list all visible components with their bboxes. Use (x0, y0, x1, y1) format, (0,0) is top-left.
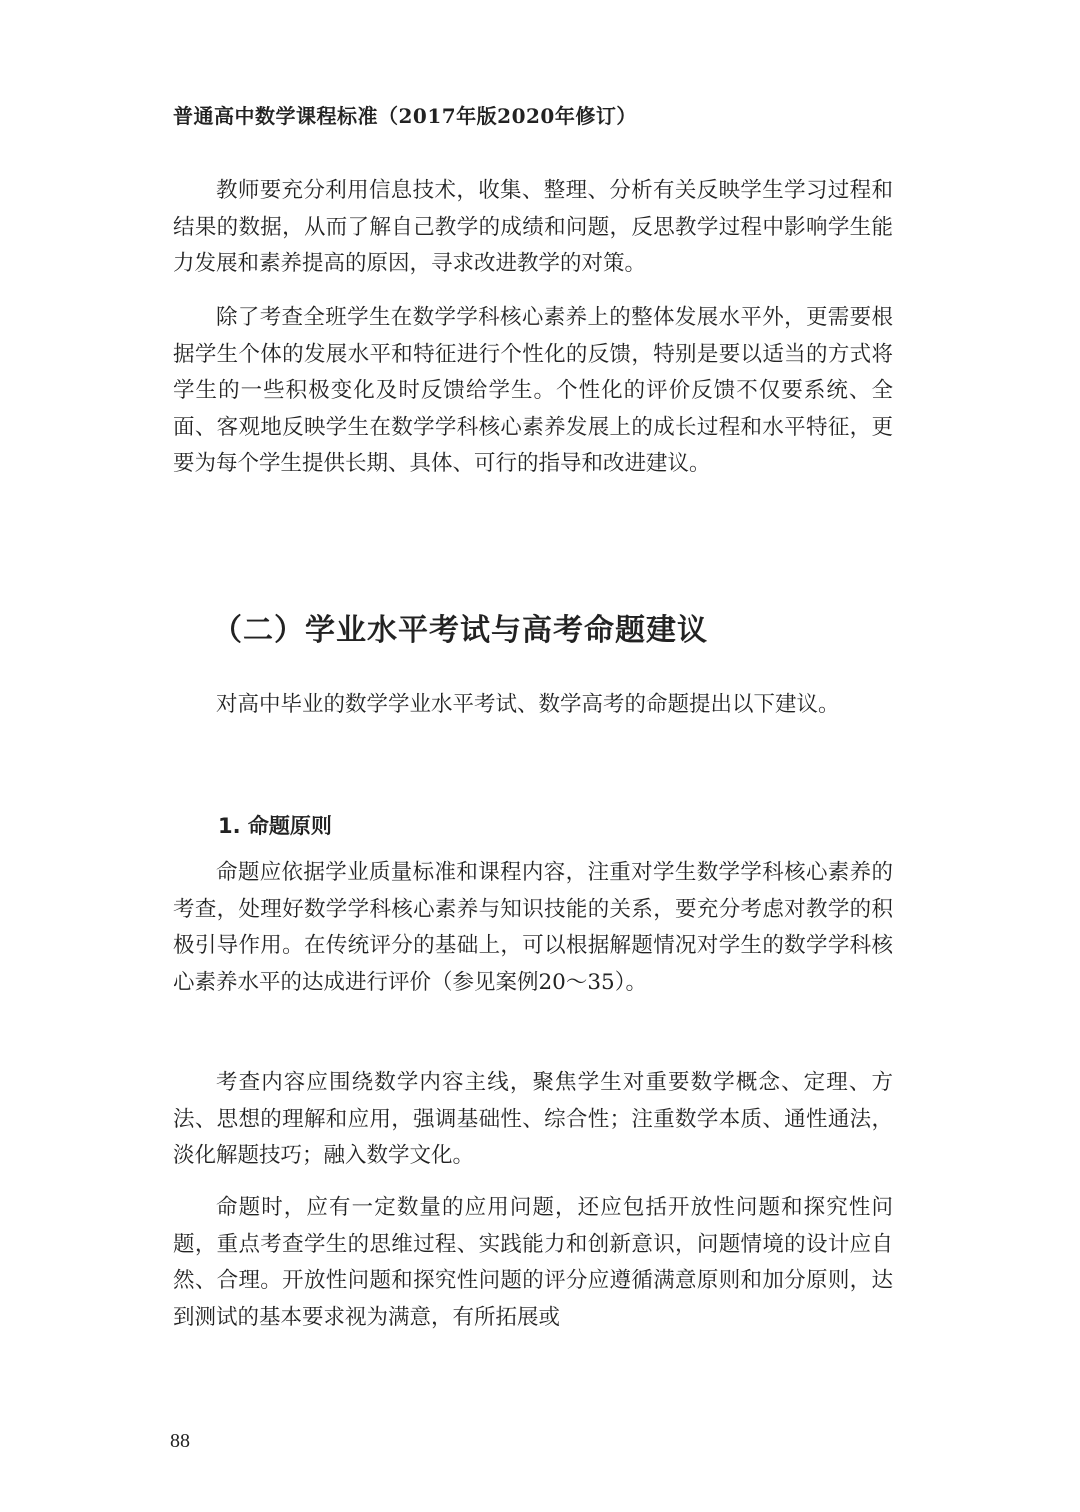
section-heading: （二）学业水平考试与高考命题建议 (212, 613, 708, 648)
running-header: 普通高中数学课程标准（2017年版2020年修订） (173, 104, 637, 128)
paragraph-application-problems: 命题时，应有一定数量的应用问题，还应包括开放性问题和探究性问题，重点考查学生的思维过程、实践能力和创新意识，问题情境的设计应自然、合理。开放性问题和探究性问题的评分应遵循满意原则和加分原则，达到测试的基本要求视为满意，有所拓展或 (173, 1195, 893, 1330)
paragraph-exam-content: 考查内容应围绕数学内容主线，聚焦学生对重要数学概念、定理、方法、思想的理解和应用，强调基础性、综合性；注重数学本质、通性通法，淡化解题技巧；融入数学文化。 (173, 1070, 893, 1169)
page-number: 88 (170, 1430, 190, 1452)
paragraph-proposition-basis: 命题应依据学业质量标准和课程内容，注重对学生数学学科核心素养的考查，处理好数学学科核心素养与知识技能的关系，要充分考虑对教学的积极引导作用。在传统评分的基础上，可以根据解题情况对学生的数学学科核心素养水平的达成进行评价（参见案例20～35）。 (173, 860, 893, 995)
subsection-heading: 1. 命题原则 (218, 814, 332, 838)
paragraph-individual-feedback: 除了考查全班学生在数学学科核心素养上的整体发展水平外，更需要根据学生个体的发展水平和特征进行个性化的反馈，特别是要以适当的方式将学生的一些积极变化及时反馈给学生。个性化的评价反馈不仅要系统、全面、客观地反映学生在数学学科核心素养发展上的成长过程和水平特征，更要为每个学生提供长期、具体、可行的指导和改进建议。 (173, 305, 893, 477)
paragraph-exam-intro: 对高中毕业的数学学业水平考试、数学高考的命题提出以下建议。 (216, 692, 840, 717)
paragraph-teacher-data: 教师要充分利用信息技术，收集、整理、分析有关反映学生学习过程和结果的数据，从而了解自己教学的成绩和问题，反思教学过程中影响学生能力发展和素养提高的原因，寻求改进教学的对策。 (173, 178, 893, 277)
